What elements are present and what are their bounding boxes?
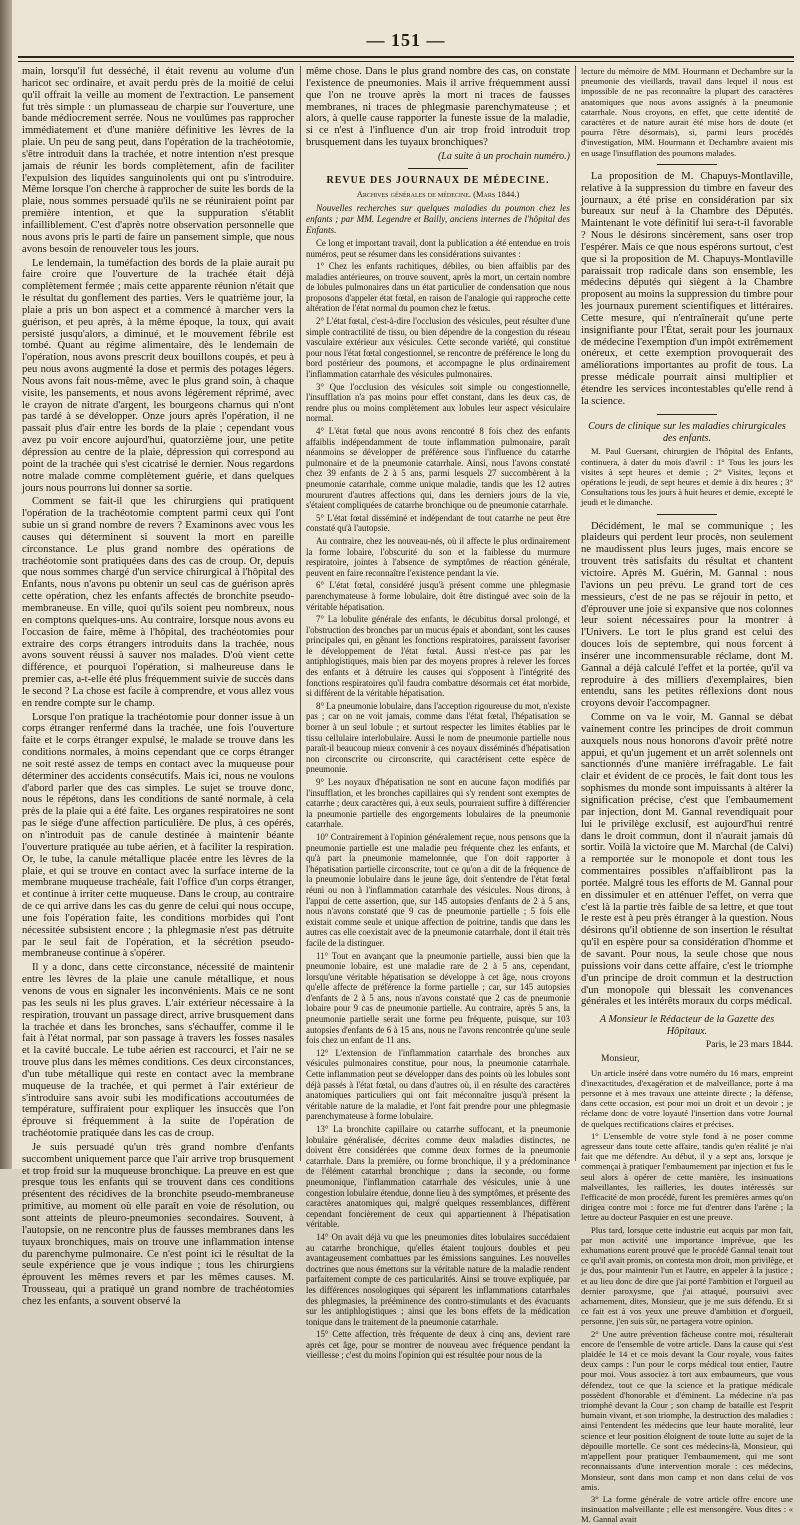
course-announcement: M. Paul Guersant, chirurgien de l'hôpital des Enfants, continuera, à dater du mois d'avril : 1° Tous les jours les visites à sept heures et demie ; 2° Visites, leçons et opérations le jeudi, de sept heures et demie à dix heures ; 3° Consultations tous les jours à huit heures et demie, excepté le jeudi et le dimanche. xyxy=(581,446,793,508)
letter-salutation: Monsieur, xyxy=(601,1053,640,1064)
letter-paragraph: 1° L'ensemble de votre style fond à ne poser comme agresseur dans toute cette affaire, tandis qu'en réalité je n'ai fait que me défendre. Au début, il y a sept ans, lorsque je commençai à pratiquer l'embaumement par injection et fus le seul alors à opérer de cette manière, les insinuations malveillantes, les railleries, les doutes intéressés sur l'efficacité de mon procédé, furent les premières armes qu'on dirigea contre moi : force me fut d'entrer dans l'arène ; la lettre au docteur Pasquier en est une preuve. xyxy=(581,1130,793,1223)
col2-paragraph: Ce long et important travail, dont la publication a été entendue en trois numéros, peut se résumer dans les considérations suivantes : xyxy=(306,237,570,259)
continuation-note: (La suite à un prochain numéro.) xyxy=(437,150,570,162)
col2-paragraph: 10° Contrairement à l'opinion généralement reçue, nous pensons que la pneumonie partielle est une maladie peu fréquente chez les enfants, et qu'à part la pneumonie mamelonnée, que l'on doit rapporter à l'hépatisation partielle circonscrite, tout ce qu'on a dit de la fréquence de la pneumonie lobulaire dans le jeune âge, doit s'entendre de l'état fœtal réuni ou non à l'inflammation catarrhale des vésicules. Nous dirons, à l'appui de cette assertion, que, sur 145 autopsies d'enfants de 2 à 5 ans, nous n'avons constaté que 9 cas de pneumonie partielle ; 5 fois elle existait comme seule et unique affection de poitrine, tandis que dans les autres cas elle coexistait avec de la pneumonie catarrhale, dont il était très facile de la distinguer. xyxy=(306,831,570,948)
col2-paragraph: 15° Cette affection, très fréquente de deux à cinq ans, devient rare après cet âge, pour se montrer de nouveau avec fréquence pendant la vieillesse ; c'est du moins l'opinion qui est résultée pour nous de la xyxy=(306,1329,570,1361)
col2-paragraph: 3° Que l'occlusion des vésicules soit simple ou congestionnelle, l'insufflation n'a pas moins pour effet constant, dans les deux cas, de rendre plus ou moins complètement aux lobules leur aspect vésiculaire normal. xyxy=(306,381,570,424)
column-divider-1 xyxy=(300,66,301,1161)
section-rule xyxy=(657,164,717,165)
col2-paragraph: 13° La bronchite capillaire ou catarrhe suffocant, et la pneumonie lobulaire généralisée, décrites comme deux maladies distinctes, ne doivent être considérées que comme deux formes de la pneumonie catarrhale. Dans la première, ou forme bronchique, il y a prédominance de l'élément catarrhal bronchique ; dans la seconde, ou forme pneumonique, l'inflammation catarrhale des vésicules, unie à une congestion lobulaire étendue, donne lieu à des symptômes, et présente des caractères anatomiques qui, malgré quelques ressemblances, diffèrent cependant foncièrement de ceux qui appartiennent à l'hépatisation véritable. xyxy=(306,1124,570,1230)
col1-paragraph-6: Je suis persuadé qu'un très grand nombre d'enfants succombent uniquement parce que l'air arrive trop brusquement et trop froid sur la muqueuse bronchique. La preuve en est que presque tous les enfants qui se trouvent dans ces conditions présentent des récidives de la bronchite pseudo-membraneuse primitive, au moment où elle paraît en voie de résolution, ou sont atteints de pleuro-pneumonies secondaires. Souvent, à l'autopsie, on ne rencontre plus de fausses membranes dans les tuyaux bronchiques, mais on trouve une inflammation intense du parenchyme pulmonaire. Ce n'est point ici le résultat de la seule expérience que je vous indique ; tous les chirurgiens éprouvent les mêmes revers et par les mêmes causes. M. Trousseau, qui a pratiqué un grand nombre de trachéotomies chez les enfants, a souvent observé la xyxy=(22,1141,294,1307)
col2-paragraph: 11° Tout en avançant que la pneumonie partielle, aussi bien que la pneumonie lobaire, est une maladie rare de 2 à 5 ans, cependant, lorsqu'une véritable hépatisation se développe à cet âge, nous croyons qu'elle affecte de préférence la forme partielle ; car, sur 145 autopsies d'enfants de 2 à 5 ans, nous n'avons constaté que 2 cas de pneumonie lobaire pour 9 cas de pneumonie partielle. Au contraire, après 5 ans, la pneumonie partielle serait une forme peu fréquente, puisque, sur 103 autopsies d'enfants de 6 à 15 ans, nous ne l'avons rencontrée qu'une seule fois chez un enfant de 11 ans. xyxy=(306,950,570,1046)
letter-paragraph: 3° La forme générale de votre article offre encore une insinuation malveillante ; elle est mensongère. Vous dites : « M. Gannal avait xyxy=(581,1493,793,1525)
course-heading: Cours de clinique sur les maladies chirurgicales des enfants. xyxy=(588,420,786,444)
col2-paragraph: 2° L'état fœtal, c'est-à-dire l'occlusion des vésicules, peut résulter d'une simple contractilité de tissu, ou bien dépendre de la congestion du réseau vasculaire extérieur aux vésicules. Cette seconde variété, qui constitue pour nous l'état fœtal congestionnel, se rencontre de préférence le long du bord postérieur des poumons, et accompagne le plus ordinairement l'inflammation catarrhale des vésicules pulmonaires. xyxy=(306,316,570,380)
col2-paragraph: 4° L'état fœtal que nous avons rencontré 8 fois chez des enfants affaiblis indépendamment de toute inflammation pulmonaire, paraît néanmoins se développer de préférence sous l'influence du catarrhe pulmonaire et de la pneumonie catarrhale. Ainsi, nous l'avons constaté chez 39 enfants de 2 à 5 ans, parmi lesquels 27 succombèrent à la pneumonie catarrhale, comme unique maladie, tandis que les 12 autres moururent d'autres affections qui, dans les derniers jours de la vie, s'étaient compliquées de catarrhe bronchique ou de pneumonie catarrhale. xyxy=(306,426,570,511)
col1-paragraph-2: Le lendemain, la tuméfaction des bords de la plaie aurait pu faire croire que l'ouverture de la trachée était déjà complètement fermée ; mais cette apparente réunion n'était que le résultat du gonflement des parties. Vers le quatrième jour, la plaie a pris un bon aspect et a commencé à marcher vers la guérison, et peu après, à la même époque, la toux, qui avait persisté jusqu'alors, a diminué, et le mouvement fébrile est tombé. Quant au régime alimentaire, dès le lendemain de l'opération, nous avons prescrit deux bouillons coupés, et peu à peu nous avons augmenté la dose et permis des potages légers. Nous avons fait nous-même, avec le plus grand soin, à chaque visite, les pansements, et nous avons légèrement réprimé, avec le crayon de nitrate d'argent, les bourgeons charnus qui n'ont pas tardé à se développer. Onze jours après l'opération, il ne passait plus d'air entre les bords de la plaie ; cependant vous avez pu voir encore aujourd'hui, quatorzième jour, une petite dépression au centre de la plaie, dépression qui correspond au point de la trachée qui s'est cicatrisé le dernier. Nous regardons notre malade comme complètement guérie, et dans quelques jours nous pourrons lui donner sa sortie. xyxy=(22,257,294,494)
section-rule xyxy=(408,168,468,169)
col1-paragraph-5: Il y a donc, dans cette circonstance, nécessité de maintenir entre les lèvres de la plaie une canule métallique, et nous venons de vous en signaler les inconvénients. Mais ce ne sont pas les seuls ni les plus graves. L'air extérieur nécessaire à la respiration, trouvant un passage direct, arrive brusquement dans la trachée et dans les bronches, sans s'échauffer, comme il le fait à l'état normal, par son passage à travers les fosses nasales et la cavité buccale. Le tube aérien est raccourci, et l'air ne se trouve plus dans les mêmes conditions. Ces deux circonstances, d'un tube métallique qui reste en contact avec la membrane muqueuse de la trachée, et qui permet à l'air extérieur de s'introduire sans avoir subi les modifications accoutumées de température, suffiraient pour expliquer les insuccès que l'on éprouve si fréquemment à la suite de l'opération de trachéotomie pratiquée dans les cas de croup. xyxy=(22,962,294,1140)
col3-paragraph-gannal: Décidément, le mal se communique ; les plaideurs qui perdent leur procès, non seulement ne maudissent plus leurs juges, mais encore se trouvent très satisfaits du résultat et chantent victoire. Après M. Guérin, M. Gannal : nous l'avions un peu prévu. Le grand tort de ces messieurs, c'est de ne pas se réjouir in petto, et d'éprouver une joie si expansive que nos colonnes leur soient nécessaires pour la montrer à l'Univers. Le tort le plus grand est celui des douces lois de septembre, qui nous forcent à insérer une incommensurable réclame, dont M. Gannal a déjà calculé l'effet et la portée, qu'il va reproduire à des milliers d'exemplaires, bien entendu, sans les petites réflexions dont nous croyons devoir l'accompagner. xyxy=(581,520,793,710)
col2-paragraph: 14° On avait déjà vu que les pneumonies dites lobulaires succédaient au catarrhe bronchique, qu'elles étaient toujours doubles et peu avantageusement combattues par les émissions sanguines. Les nouvelles doctrines que nous émettons sur la véritable nature de la maladie rendent parfaitement compte de ces particularités. Ainsi se trouve expliquée, par les différences nosologiques qui séparent les inflammations catarrhales des phlegmasies, la prééminence des contro-stimulants et des évacuants sur les antiphlogistiques ; ainsi que les bons effets de la médication tonique dans le traitement de la pneumonie catarrhale. xyxy=(306,1231,570,1327)
col2-paragraph: 5° L'état fœtal disséminé et indépendant de tout catarrhe ne peut être constaté qu'à l'autopsie. xyxy=(306,512,570,534)
page-number: — 151 — xyxy=(366,30,446,50)
col1-paragraph-4: Lorsque l'on pratique la trachéotomie pour donner issue à un corps étranger renfermé dans la trachée, une fois l'ouverture faite et le corps étranger expulsé, le malade se trouve dans les conditions normales, à moins cependant que ce corps étranger ne soit resté assez de temps en contact avec la muqueuse pour déterminer des accidents consécutifs. Mais ici, nous ne voulons d'abord parler que des cas simples. Le sujet se trouve donc, nous le répétons, dans les conditions de santé normale, à cela près de la plaie qui a été faite. Les organes respiratoires ne sont pas le siége d'une affection particulière. De plus, à ces opérés, on n'introduit pas de canule destinée à maintenir béante l'ouverture pratiquée au tube aérien, et à faciliter la respiration. Or, le tube, la canule métallique placée entre les lèvres de la plaie, et qui se trouve en contact avec la surface interne de la membrane muqueuse trachéale, fait l'office d'un corps étranger, et continue à irriter cette muqueuse. Dans le croup, au contraire de ce qui arrive dans les cas du genre de celui qui nous occupe, une fois l'opération faite, les conditions morbides qui l'ont nécessitée subsistent encore ; la phlegmasie n'est pas détruite par le seul fait de l'opération, et la sécrétion pseudo-membraneuse continue à s'opérer. xyxy=(22,711,294,960)
col1-paragraph-1: main, lorsqu'il fut desséché, il était revenu au volume d'un haricot sec ordinaire, et avait perdu près de la moitié de celui qu'il offrait la veille au moment de l'extraction. Le pansement fut très simple : un plumasseau de charpie sur l'ouverture, une bande médiocrement serrée. Nous ne voulûmes pas rapprocher immédiatement et d'une manière définitive les lèvres de la plaie. Un peu de sang peut, dans l'opération de la trachéotomie, s'être introduit dans la trachée, et notre intention n'est presque jamais de réunir les bords complètement, afin de faciliter l'expulsion des liquides sanguinolents qui ont pu s'introduire. Même lorsque l'on cherche à rapprocher de suite les bords de la plaie, nous sommes persuadé qu'ils ne se réuniraient point par première intention, et que la suppuration s'établit infailliblement. C'est d'après notre observation personnelle que nous avons pris le parti de faire un pansement simple, que nous avons besoin de renouveler tous les jours. xyxy=(22,66,294,255)
col2-paragraph: 9° Les noyaux d'hépatisation ne sont en aucune façon modifiés par l'insufflation, et les bronches capillaires qui s'y rendent sont exemptes de catarrhe ; deux caractères qui, à eux seuls, pourraient suffire à différencier la pneumonie partielle des engorgements lobulaires de la pneumonie catarrhale. xyxy=(306,777,570,830)
col2-intro: même chose. Dans le plus grand nombre des cas, on constate l'existence de pneumonies. Mais il arrive fréquemment aussi que l'on ne trouve après la mort ni traces de fausses membranes, ni traces de phlegmasie parenchymateuse ; et alors, à quelle cause rapporter la funeste issue de la maladie, si ce n'est à l'influence d'un air trop froid introduit trop brusquement dans les tuyaux bronchiques? xyxy=(306,66,570,149)
footnote-continuation: lecture du mémoire de MM. Hourmann et Dechambre sur la pneumonie des vieillards, travail dans lequel il nous est impossible de ne pas reconnaître la plupart des caractères anatomiques que nous avons assignés à la pneumonie catarrhale. Nous croyons, en effet, que cette identité de caractères et de nature aurait été mise hors de doute (et pourra l'être désormais), si, parmi leurs procédés d'investigation, MM. Hourmann et Dechambre avaient mis en usage l'insufflation des poumons malades. xyxy=(581,66,793,158)
col2-paragraph: 6° L'état fœtal, considéré jusqu'à présent comme une phlegmasie parenchymateuse à forme lobulaire, doit être distingué avec soin de la véritable hépatisation. xyxy=(306,580,570,612)
adjacent-page-edge xyxy=(0,0,12,1169)
letter-paragraph: Plus tard, lorsque cette industrie eut acquis par mon fait, par mon activité une importance imprévue, que les exhumations eurent prouvé que le procédé Gannal tenait tout ce qu'il avait promis, on contesta mon droit, mon privilège, et je dus, pour maintenir l'un et l'autre, en appeler à la justice ; et au lieu donc de dire que j'ai porté l'ambition et l'orgueil au dernier paroxysme, que j'ai attaqué, poursuivi avec acharnement, dites, Monsieur, que je me suis défendu. Et si ce fait est à vos yeux une preuve d'ambition et d'orgueil, personne, j'en suis sûr, ne partagera votre opinion. xyxy=(581,1224,793,1327)
section-title: REVUE DES JOURNAUX DE MÉDECINE. xyxy=(326,174,550,186)
article-title: Nouvelles recherches sur quelques maladies du poumon chez les enfants ; par MM. Legendre et Bailly, anciens internes de l'hôpital des Enfants. xyxy=(306,202,570,235)
col2-paragraph: 7° La lobulite générale des enfants, le décubitus dorsal prolongé, et l'obstruction des bronches par un mucus épais et abondant, sont les causes principales qui, en gênant les fonctions respiratoires, paraissent favoriser le développement de l'état fœtal. Aussi n'est-ce pas par les antiphlogistiques, mais bien par des moyens propres à relever les forces des enfants et à détruire les causes qui s'opposent à l'intégrité des fonctions respiratoires qu'il faudra combattre désormais cet état morbide, si différent de la véritable hépatisation. xyxy=(306,614,570,699)
section-rule xyxy=(657,414,717,415)
column-2 xyxy=(306,66,570,1361)
letter-paragraph: 2° Une autre prévention fâcheuse contre moi, résulterait encore de l'ensemble de votre article. Dans la cause qui s'est plaidée le 14 et ce mois devant la Cour royale, vous faites deux camps : l'un pour le corps médical tout entier, l'autre pour moi. Vous associez à tort aux embaumeurs, que vous défendez, tout ce que la science et la pratique médicale possèdent d'honorable et d'éminent. La médecine n'a pas triomphé devant la Cour ; son champ de bataille est l'esprit humain vivant, et son triomphe, la destruction des maladies : ainsi l'entendent les médecins que leur haute moralité, leur science et leur position éloignent de toute lutte au sujet de la dépouille mortelle. Ce sont ces médecins-là, Monsieur, qui m'appellent pour pratiquer l'embaumement, qui me sont reconnaissants d'une intervention morale : ces médecins, Monsieur, sont dans mon camp et non dans celui de vos amis. xyxy=(581,1328,793,1492)
col1-paragraph-3: Comment se fait-il que les chirurgiens qui pratiquent l'opération de la trachéotomie comptent parmi ceux qui l'ont subie un si grand nombre de revers ? Examinons avec vous les causes qui déterminent si souvent la mort en pareille circonstance. Le plus grand nombre des opérations de trachéotomie sont pratiquées dans des cas de croup. Or, depuis que nous sommes chargé d'un service chirurgical à l'hôpital des Enfants, nous n'avons pu obtenir un seul cas de guérison après cette opération, chez les enfants affectés de bronchite pseudo-membraneuse. En ville, quoi qu'ils soient peu nombreux, nous en comptons quelques-uns. Au contraire, lorsque nous avons eu l'occasion de faire, même à l'hôpital, des trachéotomies pour extraire des corps étrangers introduits dans la trachée, nous avons souvent réussi à sauver nos malades. D'où vient cette différence, et pourquoi l'opération, si malheureuse dans le premier cas, a-t-elle été plus fréquemment suivie de succès dans le second ? La chose est facile à comprendre, et vous allez vous en rendre compte sur le champ. xyxy=(22,496,294,709)
letter-heading: A Monsieur le Rédacteur de la Gazette des Hôpitaux. xyxy=(599,1014,775,1038)
col3-paragraph-verdict: Comme on va le voir, M. Gannal se débat vainement contre les principes de droit commun auxquels nous nous honorons d'avoir prêté notre appui, et qu'un jugement et un arrêt solennels ont sanctionnés d'une manière irréfragable. Le fait clair et évident de ce procès, le fait dont tous les sophismes du monde sont impuissants à altérer la signification précise, c'est que l'embaumement par injection, dont M. Gannal revendiquait pour lui le privilège exclusif, est aujourd'hui rentré dans le droit commun, dont il n'aurait jamais dû sortir. Voilà la victoire que M. Marchal (de Calvi) a remportée sur le monopole et dont tous les commentaires possibles n'affaibliront pas la portée. Malgré tous les efforts de M. Gannal pour en dissimuler et en atténuer l'effet, on verra que c'est là la partie très faible de sa lettre, et que tout le reste est à peu près étranger à la question. Nous désirons qu'il obtienne de son insertion le résultat qu'il en espère pour sa considération d'homme et de savant. Pour nous, la seule chose que nous puissions voir dans cette affaire, c'est le triomphe d'un principe de droit commun et la destruction d'un monopole qui blessait les convenances générales et les intérêts moraux du corps médical. xyxy=(581,712,793,1008)
source-line: Archives générales de médecine. (Mars 1844.) xyxy=(356,188,520,199)
col3-paragraph-timbre: La proposition de M. Chapuys-Montlaville, relative à la suppression du timbre en faveur des journaux, a été prise en considération par six bureaux sur neuf à la Chambre des Députés. Maintenant le vote définitif lui sera-t-il favorable ? Nous le désirons sincèrement, sans oser trop l'espérer. Mais ce que nous espérons surtout, c'est que si la proposition de M. Chapuys-Montlaville paraissait trop radicale dans son ensemble, les médecins députés qui siègent à la Chambre proposent au moins la suppression du timbre pour les journaux purement scientifiques et littéraires. Cette mesure, qui n'entraînerait qu'une perte insignifiante pour l'État, serait pour les journaux de médecine l'exemption d'un impôt extrêmement onéreux, et cette exemption provoquerait des améliorations importantes au profit de tous. La presse médicale pourrait ainsi multiplier et étendre les services incontestables qu'elle rend à la science. xyxy=(581,170,793,407)
col2-paragraph: 12° L'extension de l'inflammation catarrhale des bronches aux vésicules pulmonaires constitue, pour nous, la pneumonie catarrhale. Cette inflammation peut se développer dans des points où les lobules sont déjà passés à l'état fœtal, ou dans d'autres où, il en résulte des caractères anatomiques particuliers qui ont fait méconnaître jusqu'à présent la véritable nature de la maladie, et l'ont fait prendre pour une phlegmasie parenchymateuse à forme lobulaire. xyxy=(306,1047,570,1122)
section-rule xyxy=(657,514,717,515)
col2-paragraph: 1° Chez les enfants rachitiques, débiles, ou bien affaiblis par des maladies antérieures, on trouve souvent, après la mort, un certain nombre de lobules pulmonaires dans un état particulier de condensation que nous proposons d'appeler état fœtal, en raison de l'analogie qui rapproche cette altération de l'état normal du poumon chez le fœtus. xyxy=(306,261,570,314)
column-3 xyxy=(581,66,793,1525)
page-header xyxy=(12,0,800,58)
column-divider-2 xyxy=(575,66,576,1161)
column-1 xyxy=(22,66,294,1307)
newspaper-page xyxy=(12,0,800,1525)
letter-dateline: Paris, le 23 mars 1844. xyxy=(705,1039,793,1050)
header-rule xyxy=(18,56,794,62)
letter-paragraph: Un article inséré dans votre numéro du 16 mars, empreint d'inexactitudes, d'exagération et de malveillance, porte à ma personne et à mes travaux une atteinte directe ; la défense, dans cette occasion, est pour moi un droit et un devoir ; je réclame donc de votre loyauté l'insertion dans votre Journal de quelques rectifications claires et précises. xyxy=(581,1067,793,1129)
col2-paragraph: Au contraire, chez les nouveau-nés, où il affecte le plus ordinairement la forme lobaire, l'obscurité du son et la faiblesse du murmure respiratoire, jointes à l'absence de symptômes de réaction générale, peuvent en faire reconnaître l'existence pendant la vie. xyxy=(306,535,570,578)
col2-paragraph: 8° La pneumonie lobulaire, dans l'acception rigoureuse du mot, n'existe pas ; car on ne voit jamais, comme dans l'état fœtal, l'hépatisation se borner à un seul lobule ; et surtout respecter les limites établies par le tissu cellulaire interlobulaire. Aussi le nom de pneumonie partielle nous paraît-il beaucoup mieux convenir à ces noyaux disséminés d'hépatisation non circonscrite ou circonscrite, qui caractérisent cette espèce de pneumonie. xyxy=(306,700,570,775)
